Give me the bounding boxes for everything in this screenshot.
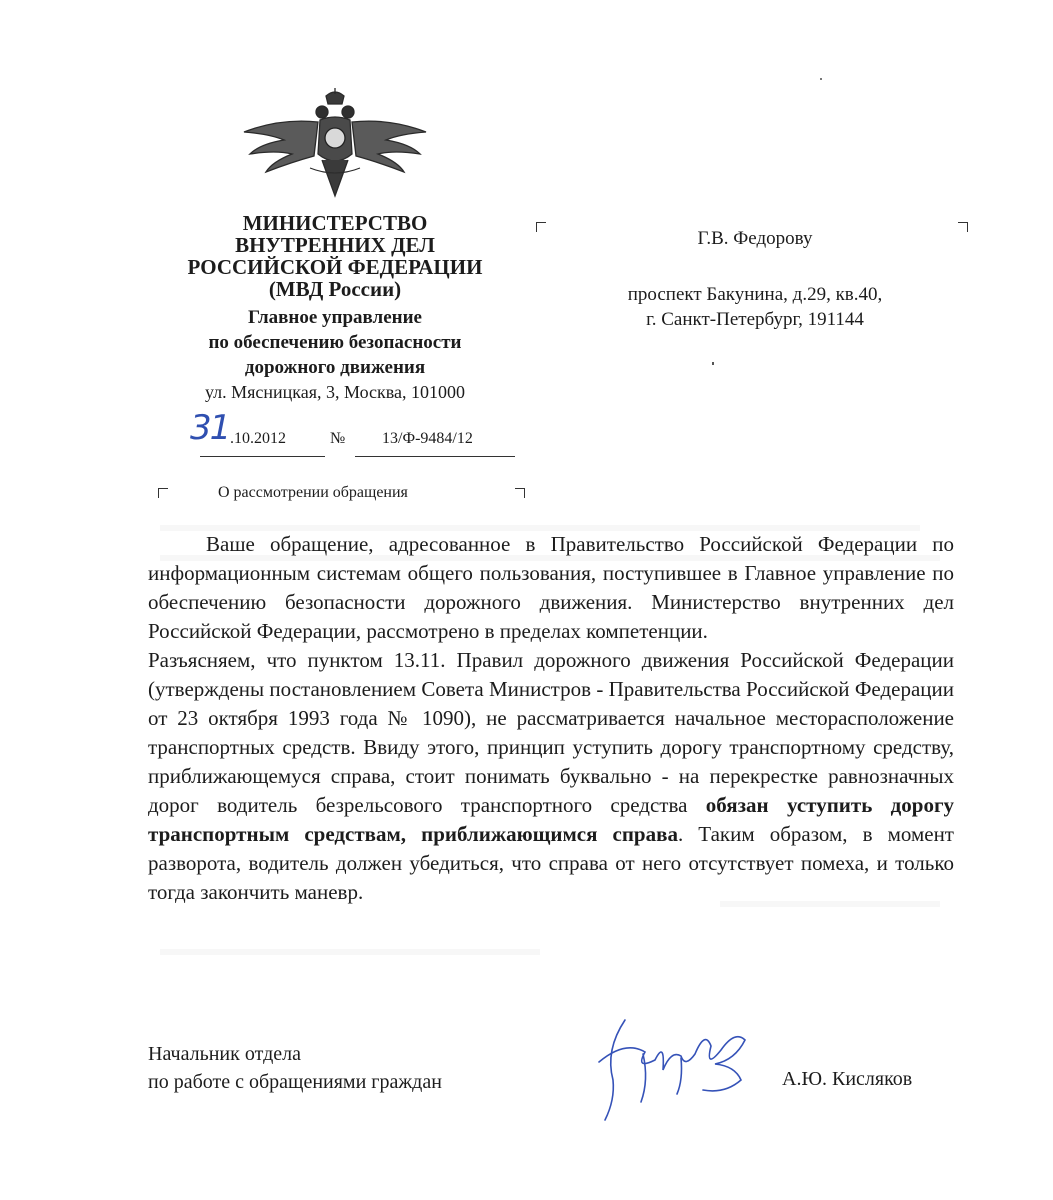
- number-sign: №: [330, 430, 346, 447]
- position-line2: по работе с обращениями граждан: [148, 1071, 442, 1093]
- recipient-name: Г.В. Федорову: [697, 228, 813, 249]
- number-underline: [355, 456, 515, 457]
- paragraph-2-end: . Таким образом, в момент разворота, водитель должен убедиться, что справа от него отсутствует помеха, и только тогда закончить маневр.: [148, 822, 954, 904]
- registration-date: .10.2012: [230, 430, 286, 447]
- mvd-emblem-icon: [240, 88, 430, 200]
- scan-speck: [820, 78, 822, 80]
- paragraph-2-emphasis: обязан уступить дорогу транспортным средствам, приближающимся справа: [148, 793, 954, 846]
- recipient-corner-left: [536, 222, 546, 232]
- ministry-line1: МИНИСТЕРСТВО: [242, 211, 428, 235]
- ministry-line3: РОССИЙСКОЙ ФЕДЕРАЦИИ: [187, 255, 483, 279]
- paragraph-2-start: Разъясняем, что пунктом 13.11. Правил дорожного движения Российской Федерации (утверждены постановлением Совета Министров - Правительства Российской Федерации от 23 октября 1993 года № 1090), не рассматривается начальное месторасположение транспортных средств. Ввиду этого, принцип уступить дорогу транспортному средству, приближающемуся справа, стоит понимать буквально - на перекрестке равнозначных дорог водитель безрельсового транспортного средства: [148, 648, 954, 817]
- recipient-address-line2: г. Санкт-Петербург, 191144: [646, 309, 864, 330]
- letter-body: [148, 530, 954, 907]
- handwritten-day: 31: [190, 408, 230, 448]
- ministry-short-name: (МВД России): [268, 277, 402, 301]
- date-underline: [200, 456, 325, 457]
- department-line3: дорожного движения: [244, 357, 426, 378]
- recipient-address-line1: проспект Бакунина, д.29, кв.40,: [627, 284, 883, 305]
- handwritten-signature: [585, 1010, 760, 1130]
- department-line2: по обеспечению безопасности: [208, 332, 462, 353]
- department-line1: Главное управление: [248, 307, 422, 328]
- signatory-position: [148, 1040, 442, 1096]
- signatory-name: А.Ю. Кисляков: [782, 1068, 913, 1090]
- letter-subject: О рассмотрении обращения: [218, 484, 408, 501]
- ministry-line2: ВНУТРЕННИХ ДЕЛ: [235, 233, 435, 257]
- body-paragraph-2: [148, 646, 954, 907]
- ministry-address: ул. Мясницкая, 3, Москва, 101000: [204, 382, 466, 402]
- scan-speck: [712, 362, 714, 365]
- registration-number: 13/Ф-9484/12: [382, 430, 473, 447]
- recipient-corner-right: [958, 222, 968, 232]
- subject-corner-left: [158, 488, 168, 498]
- subject-corner-right: [515, 488, 525, 498]
- ministry-header: [150, 212, 520, 403]
- body-paragraph-1: Ваше обращение, адресованное в Правительство Российской Федерации по информационным системам общего пользования, поступившее в Главное управление по обеспечению безопасности дорожного движения. Министерство внутренних дел Российской Федерации, рассмотрено в пределах компетенции.: [148, 532, 954, 643]
- position-line1: Начальник отдела: [148, 1043, 301, 1065]
